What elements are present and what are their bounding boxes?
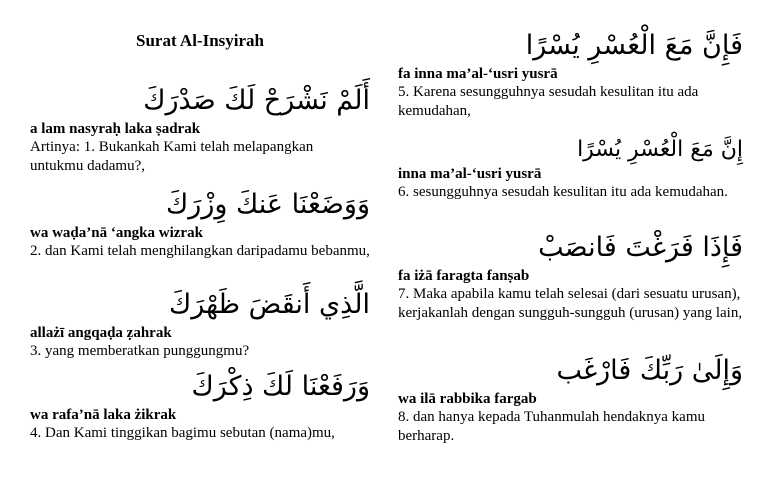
verse-4-transliteration: wa rafa’nā laka żikrak bbox=[30, 407, 177, 423]
verse-7-translation: 7. Maka apabila kamu telah selesai (dari sesuatu urusan), kerjakanlah dengan sungguh-sungguh (urusan) yang lain, bbox=[398, 286, 743, 321]
verse-2 bbox=[30, 186, 370, 261]
verse-6-transliteration: inna ma’al-‘usri yusrā bbox=[398, 166, 542, 182]
verse-1-arabic: أَلَمْ نَشْرَحْ لَكَ صَدْرَكَ bbox=[143, 85, 370, 116]
verse-8-arabic: وَإِلَىٰ رَبِّكَ فَارْغَب bbox=[556, 355, 743, 386]
verse-1-translation: Artinya: 1. Bukankah Kami telah melapangkan untukmu dadamu?, bbox=[30, 139, 314, 174]
verse-6-translation: 6. sesungguhnya sesudah kesulitan itu ada kemudahan. bbox=[398, 184, 728, 200]
verse-1 bbox=[30, 82, 370, 176]
verse-7-arabic: فَإِذَا فَرَغْتَ فَانصَبْ bbox=[538, 232, 743, 263]
verse-5-translation: 5. Karena sesungguhnya sesudah kesulitan itu ada kemudahan, bbox=[398, 84, 699, 119]
verse-8-translation: 8. dan hanya kepada Tuhanmulah hendaknya kamu berharap. bbox=[398, 409, 706, 444]
verse-1-transliteration: a lam nasyraḥ laka ṣadrak bbox=[30, 121, 201, 137]
verse-2-translation: 2. dan Kami telah menghilangkan daripadamu bebanmu, bbox=[30, 243, 370, 259]
verse-4 bbox=[30, 368, 370, 443]
verse-5-arabic: فَإِنَّ مَعَ الْعُسْرِ يُسْرًا bbox=[525, 30, 743, 61]
verse-3-translation: 3. yang memberatkan punggungmu? bbox=[30, 343, 250, 359]
verse-6 bbox=[398, 135, 743, 202]
verse-2-arabic: وَوَضَعْنَا عَنكَ وِزْرَكَ bbox=[166, 189, 370, 220]
verse-6-arabic: إِنَّ مَعَ الْعُسْرِ يُسْرًا bbox=[577, 137, 743, 162]
verse-7-transliteration: fa iżā faragta fanṣab bbox=[398, 268, 530, 284]
verse-3-transliteration: allażī angqaḍa ẓahrak bbox=[30, 325, 172, 341]
verse-5-transliteration: fa inna ma’al-‘usri yusrā bbox=[398, 66, 558, 82]
verse-2-transliteration: wa waḍa’nā ‘angka wizrak bbox=[30, 225, 203, 241]
verse-8 bbox=[398, 352, 743, 446]
verse-5 bbox=[398, 27, 743, 121]
verse-4-translation: 4. Dan Kami tinggikan bagimu sebutan (nama)mu, bbox=[30, 425, 335, 441]
verse-4-arabic: وَرَفَعْنَا لَكَ ذِكْرَكَ bbox=[191, 371, 370, 402]
verse-7 bbox=[398, 229, 743, 323]
verse-3-arabic: الَّذِي أَنقَضَ ظَهْرَكَ bbox=[168, 289, 370, 320]
verse-8-transliteration: wa ilā rabbika fargab bbox=[398, 391, 537, 407]
page-title: Surat Al-Insyirah bbox=[136, 31, 264, 50]
verse-3 bbox=[30, 286, 370, 361]
